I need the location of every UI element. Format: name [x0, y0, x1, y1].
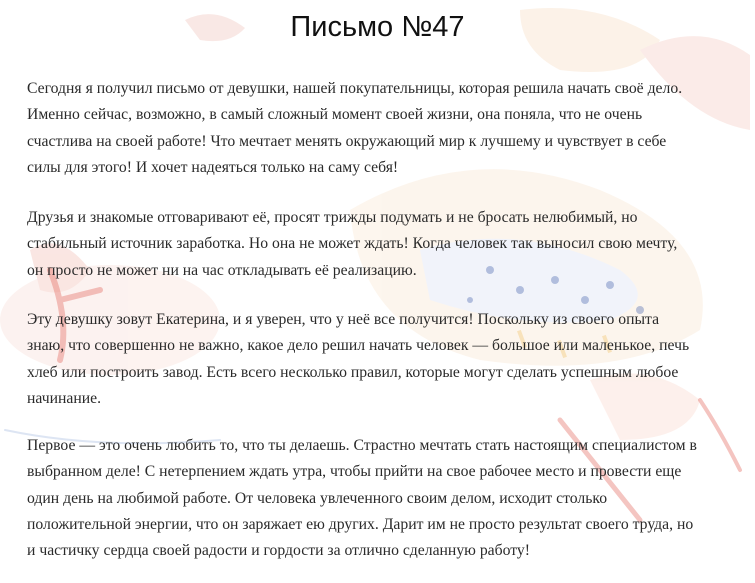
text-line: стабильный источник заработка. Но она не может ждать! Когда человек так выносил свою мечту,	[27, 235, 678, 253]
text-line: Сегодня я получил письмо от девушки, нашей покупательницы, которая решила начать своё дело.	[27, 80, 683, 97]
page-title: Письмо №47	[290, 11, 465, 43]
text-line: выбранном деле! С нетерпением ждать утра, чтобы прийти на свое рабочее место и провести еще	[27, 463, 682, 481]
paragraph-3	[27, 307, 743, 412]
text-line: он просто не может ни на час откладывать её реализацию.	[27, 261, 417, 279]
text-line: Эту девушку зовут Екатерина, и я уверен, что у неё все получится! Поскольку из своего опыта	[27, 311, 660, 328]
text-line: и частичку сердца своей радости и гордости за отлично сделанную работу!	[27, 542, 530, 560]
text-line: положительной энергии, что он заряжает ею других. Дарит им не просто результат своего труда, но	[27, 515, 694, 533]
text-line: один день на любимой работе. От человека увлеченного своим делом, исходит столько	[27, 489, 608, 507]
paragraph-4	[27, 433, 743, 564]
text-line: силы для этого! И хочет надеяться только на саму себя!	[27, 158, 399, 176]
text-line: Друзья и знакомые отговаривают её, просят трижды подумать и не бросать нелюбимый, но	[27, 209, 638, 226]
text-line: счастлива на своей работе! Что мечтает менять окружающий мир к лучшему и чувствует в себе	[27, 132, 667, 150]
text-line: Первое — это очень любить то, что ты делаешь. Страстно мечтать стать настоящим специалистом в	[27, 437, 697, 454]
paragraph-2	[27, 205, 743, 284]
text-line: хлеб или построить завод. Есть всего несколько правил, которые могут сделать успешным любое	[27, 363, 679, 381]
text-line: Именно сейчас, возможно, в самый сложный момент своей жизни, она поняла, что не очень	[27, 106, 643, 124]
text-line: знаю, что совершенно не важно, какое дело решил начать человек — большое или маленькое, печь	[27, 337, 690, 355]
paragraph-1	[27, 76, 743, 181]
text-line: начинание.	[27, 389, 102, 407]
